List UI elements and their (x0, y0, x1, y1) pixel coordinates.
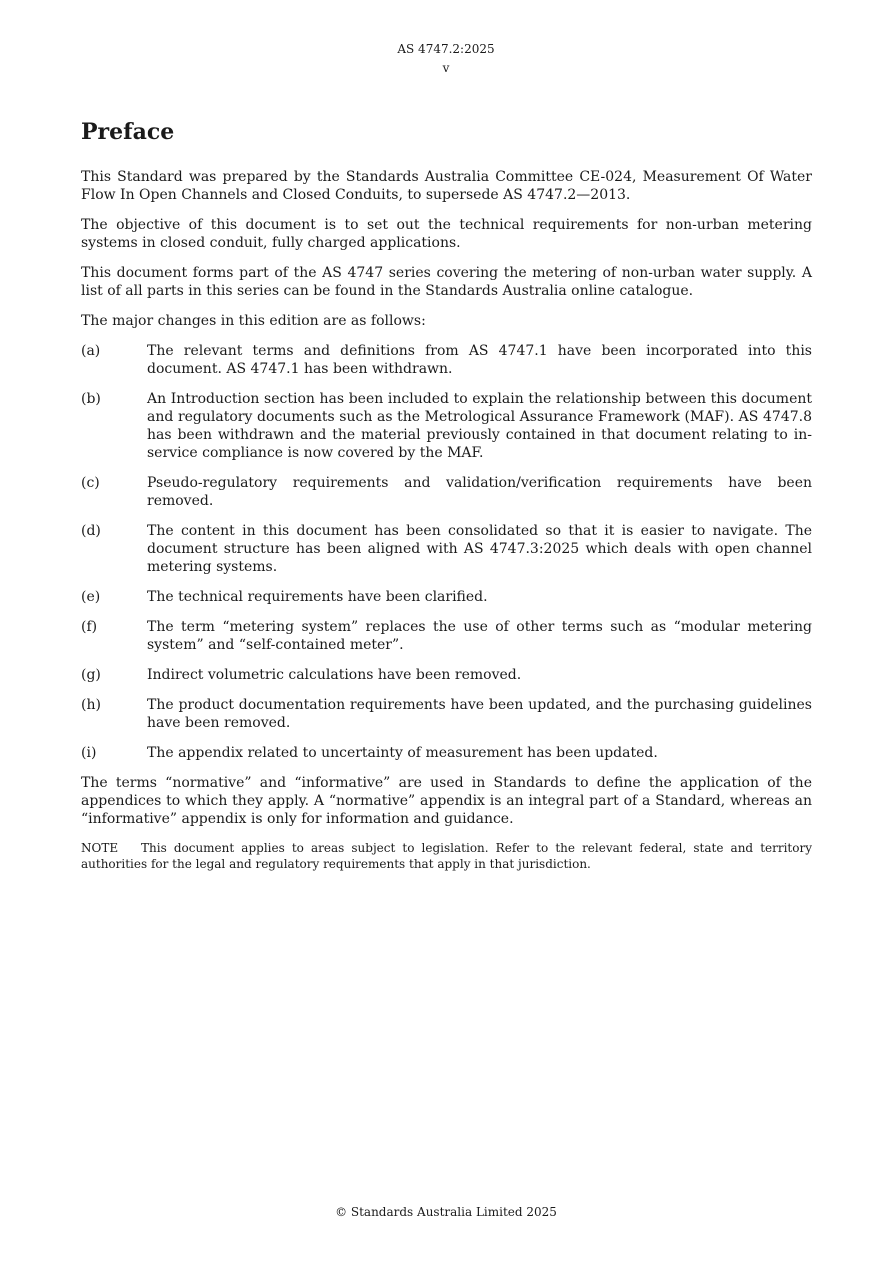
list-item (81, 390, 812, 462)
list-item (81, 744, 812, 762)
page-title: Preface (81, 119, 175, 145)
list-item-label: (h) (81, 697, 101, 713)
list-item-text: The term “metering system” replaces the use of other terms such as “modular metering system” and “self-contained meter”. (147, 619, 812, 653)
list-item-text: The content in this document has been consolidated so that it is easier to navigate. The document structure has been aligned with AS 4747.3:2025 which deals with open channel metering systems. (147, 523, 812, 575)
list-item-text: Indirect volumetric calculations have been removed. (147, 667, 522, 683)
list-item (81, 474, 812, 510)
list-item-text: The technical requirements have been clarified. (147, 589, 488, 605)
copyright-footer: © Standards Australia Limited 2025 (335, 1205, 557, 1219)
list-item-label: (f) (81, 619, 98, 635)
standard-id: AS 4747.2:2025 (397, 42, 495, 56)
list-item-label: (d) (81, 523, 101, 539)
list-item-text: The relevant terms and definitions from AS 4747.1 have been incorporated into this document. AS 4747.1 has been withdrawn. (147, 343, 812, 377)
note-label: NOTE (81, 841, 119, 855)
list-item-label: (c) (81, 475, 100, 491)
running-header (0, 40, 892, 78)
list-item-label: (g) (81, 667, 101, 683)
list-item-text: An Introduction section has been included to explain the relationship between this document and regulatory documents such as the Metrological Assurance Framework (MAF). AS 4747.8 has been withdrawn and the material previously contained in that document relating to in-service compliance is now covered by the MAF. (147, 391, 812, 461)
page-number: v (442, 61, 450, 75)
note-text: This document applies to areas subject to legislation. Refer to the relevant federal, state and territory authorities for the legal and regulatory requirements that apply in that jurisdiction. (81, 841, 812, 871)
list-item (81, 618, 812, 654)
list-item (81, 522, 812, 576)
paragraph-major-changes-intro: The major changes in this edition are as follows: (81, 313, 426, 329)
list-item (81, 666, 812, 684)
paragraph-objective: The objective of this document is to set out the technical requirements for non-urban metering systems in closed conduit, fully charged applications. (81, 217, 812, 251)
list-item-label: (a) (81, 343, 101, 359)
list-item-label: (b) (81, 391, 101, 407)
list-item (81, 342, 812, 378)
list-item (81, 696, 812, 732)
list-item (81, 588, 812, 606)
list-item-label: (i) (81, 745, 97, 761)
list-item-text: The appendix related to uncertainty of measurement has been updated. (147, 745, 658, 761)
changes-list (81, 342, 812, 762)
paragraph-series: This document forms part of the AS 4747 series covering the metering of non-urban water supply. A list of all parts in this series can be found in the Standards Australia online catalogue. (81, 265, 812, 299)
list-item-label: (e) (81, 589, 101, 605)
note (81, 840, 812, 872)
paragraph-normative-informative: The terms “normative” and “informative” are used in Standards to define the application of the appendices to which they apply. A “normative” appendix is an integral part of a Standard, whereas an “informative” appendix is only for information and guidance. (81, 775, 812, 827)
list-item-text: The product documentation requirements have been updated, and the purchasing guidelines have been removed. (147, 697, 812, 731)
list-item-text: Pseudo-regulatory requirements and validation/verification requirements have been removed. (147, 475, 812, 509)
main-content (81, 118, 812, 872)
paragraph-supersede: This Standard was prepared by the Standards Australia Committee CE-024, Measurement Of Water Flow In Open Channels and Closed Conduits, to supersede AS 4747.2—2013. (81, 169, 812, 203)
